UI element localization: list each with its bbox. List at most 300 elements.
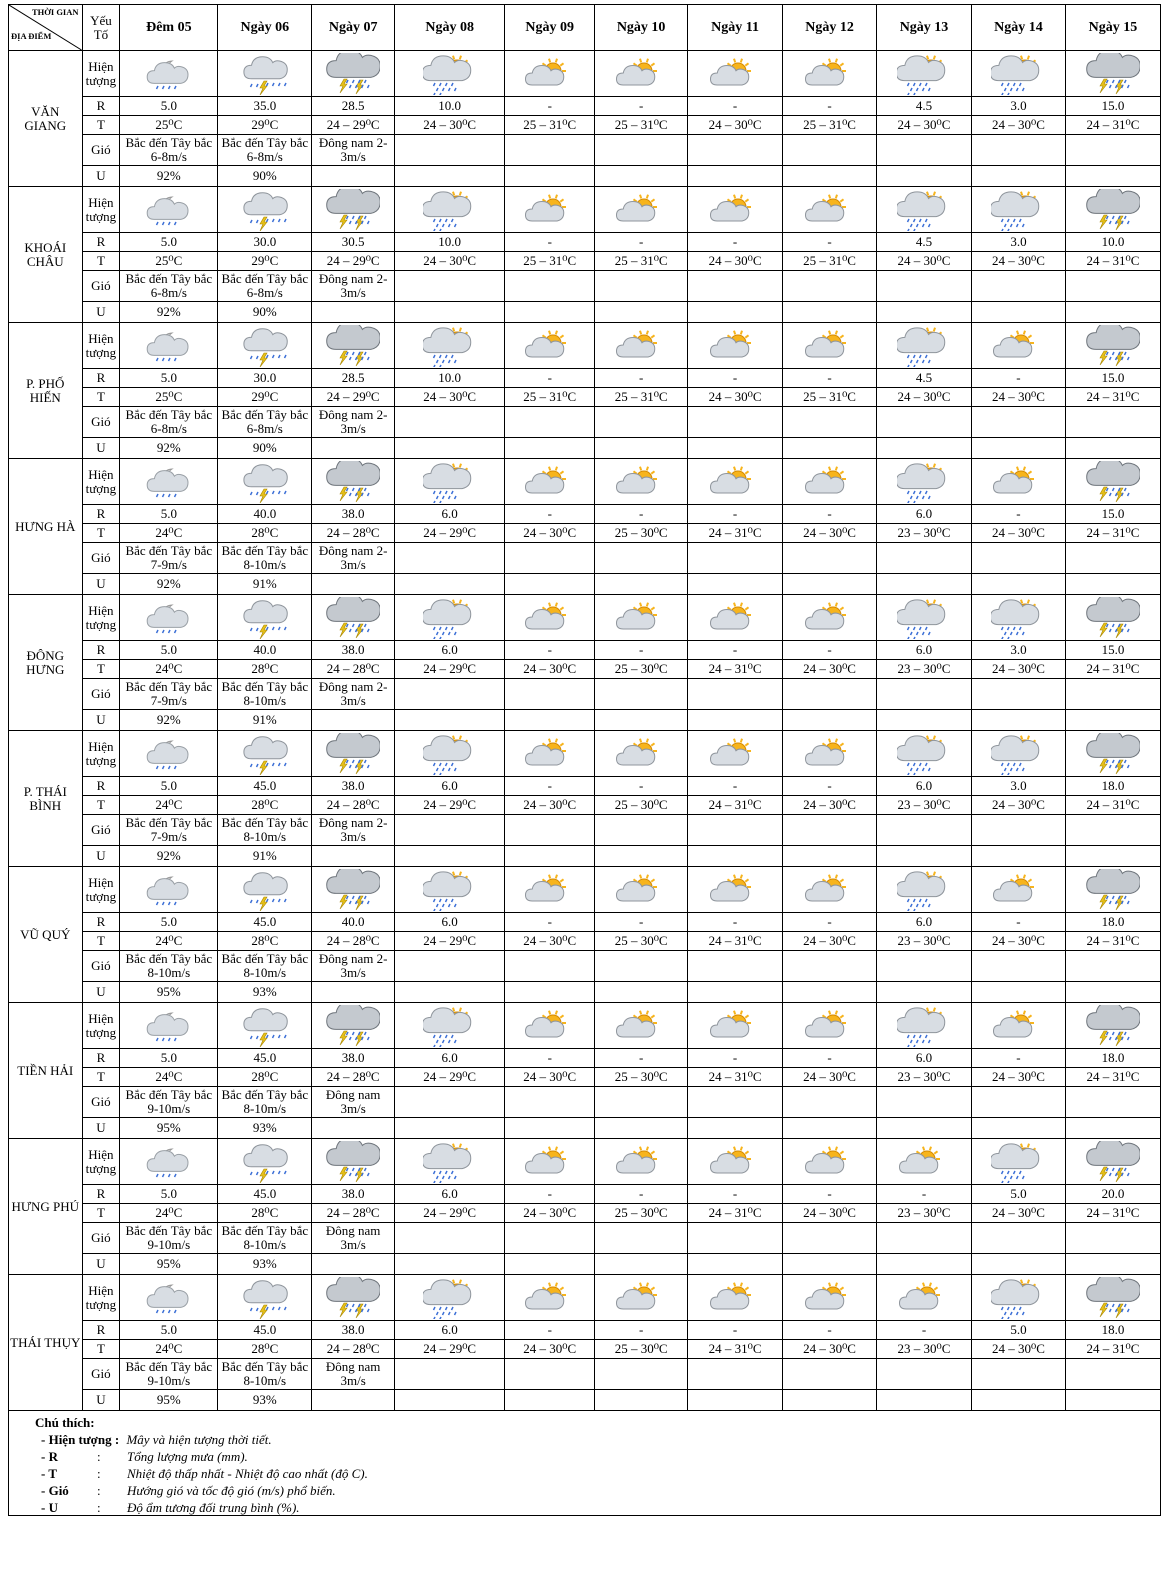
row-label-humidity: U: [82, 710, 120, 731]
weather-icon-cell: [120, 1275, 218, 1321]
humidity-value: 90%: [218, 438, 312, 459]
weather-icon-cell: [877, 51, 972, 97]
temperature-value: 24 – 30⁰C: [505, 796, 595, 815]
weather-icon-cell: [877, 867, 972, 913]
temperature-value: 24 – 31⁰C: [688, 1204, 783, 1223]
sun-cloud-rain-icon: [972, 597, 1065, 639]
weather-icon-cell: [505, 731, 595, 777]
empty-cell: [312, 846, 395, 867]
temperature-value: 25 – 31⁰C: [595, 388, 688, 407]
cloud-moon-icon: [120, 1141, 217, 1183]
temperature-value: 24 – 30⁰C: [783, 796, 877, 815]
empty-cell: [971, 1390, 1065, 1411]
empty-cell: [783, 271, 877, 302]
sun-cloud-rain-icon: [972, 733, 1065, 775]
empty-cell: [971, 982, 1065, 1003]
temperature-value: 24 – 31⁰C: [688, 1068, 783, 1087]
rain-value: -: [688, 1185, 783, 1204]
empty-cell: [877, 302, 972, 323]
temperature-value: 28⁰C: [218, 796, 312, 815]
temperature-value: 24 – 29⁰C: [395, 660, 505, 679]
legend-key: - U: [41, 1500, 58, 1515]
day-header: Ngày 14: [971, 5, 1065, 51]
weather-icon-cell: [595, 1275, 688, 1321]
weather-icon-cell: [1065, 1003, 1160, 1049]
empty-cell: [971, 1254, 1065, 1275]
row-label-temperature: T: [82, 796, 120, 815]
sun-cloud-icon: [595, 1277, 687, 1319]
row-label-rain: R: [82, 777, 120, 796]
legend-title: Chú thích:: [35, 1415, 95, 1430]
temperature-value: 23 – 30⁰C: [877, 1340, 972, 1359]
empty-cell: [595, 1223, 688, 1254]
temperature-row: [9, 388, 1161, 407]
rain-value: -: [505, 1185, 595, 1204]
humidity-value: 95%: [120, 1118, 218, 1139]
legend-key: - Gió: [41, 1483, 69, 1498]
temperature-value: 24 – 30⁰C: [783, 1340, 877, 1359]
phenomenon-row: [9, 595, 1161, 641]
temperature-value: 23 – 30⁰C: [877, 1068, 972, 1087]
rain-value: -: [783, 369, 877, 388]
legend-colon: :: [97, 1449, 101, 1464]
row-label-wind: Gió: [82, 679, 120, 710]
legend-item: [41, 1482, 336, 1499]
empty-cell: [971, 135, 1065, 166]
empty-cell: [505, 574, 595, 595]
temperature-value: 24 – 28⁰C: [312, 660, 395, 679]
weather-icon-cell: [120, 51, 218, 97]
weather-icon-cell: [595, 1003, 688, 1049]
rain-row: [9, 1321, 1161, 1340]
rain-value: 45.0: [218, 1321, 312, 1340]
rain-value: -: [505, 777, 595, 796]
rain-value: 5.0: [120, 1049, 218, 1068]
weather-icon-cell: [783, 1139, 877, 1185]
temperature-value: 25 – 31⁰C: [505, 252, 595, 271]
humidity-row: [9, 438, 1161, 459]
empty-cell: [395, 438, 505, 459]
temperature-value: 24 – 30⁰C: [395, 116, 505, 135]
day-header: Ngày 07: [312, 5, 395, 51]
temperature-value: 24 – 30⁰C: [877, 252, 972, 271]
humidity-value: 90%: [218, 302, 312, 323]
rain-value: -: [971, 913, 1065, 932]
row-label-humidity: U: [82, 1118, 120, 1139]
rain-value: 6.0: [395, 505, 505, 524]
rain-value: 45.0: [218, 777, 312, 796]
temperature-value: 24 – 31⁰C: [1065, 1204, 1160, 1223]
temperature-value: 24 – 30⁰C: [505, 932, 595, 951]
cloud-heavy-thunder-rain-icon: [1066, 733, 1160, 775]
humidity-row: [9, 1390, 1161, 1411]
sun-cloud-icon: [877, 1277, 971, 1319]
row-label-wind: Gió: [82, 1359, 120, 1390]
wind-row: [9, 271, 1161, 302]
row-label-humidity: U: [82, 1390, 120, 1411]
cloud-moon-icon: [120, 597, 217, 639]
legend-text: Mây và hiện tượng thời tiết.: [126, 1432, 272, 1447]
empty-cell: [877, 982, 972, 1003]
weather-icon-cell: [218, 867, 312, 913]
temperature-value: 23 – 30⁰C: [877, 932, 972, 951]
weather-icon-cell: [312, 1139, 395, 1185]
empty-cell: [971, 407, 1065, 438]
wind-value: Đông nam 2-3m/s: [312, 679, 395, 710]
cloud-thunder-light-icon: [218, 597, 311, 639]
sun-cloud-icon: [505, 189, 594, 231]
temperature-value: 24⁰C: [120, 1204, 218, 1223]
temperature-value: 24 – 28⁰C: [312, 1068, 395, 1087]
rain-value: 38.0: [312, 505, 395, 524]
wind-value: Bắc đến Tây bắc 9-10m/s: [120, 1087, 218, 1118]
temperature-value: 25 – 31⁰C: [783, 252, 877, 271]
empty-cell: [395, 710, 505, 731]
empty-cell: [688, 438, 783, 459]
temperature-value: 24 – 30⁰C: [877, 116, 972, 135]
empty-cell: [595, 846, 688, 867]
temperature-value: 25 – 30⁰C: [595, 932, 688, 951]
empty-cell: [783, 846, 877, 867]
day-header: Đêm 05: [120, 5, 218, 51]
temperature-value: 25 – 30⁰C: [595, 1340, 688, 1359]
empty-cell: [688, 815, 783, 846]
legend: [8, 1411, 1161, 1516]
empty-cell: [783, 166, 877, 187]
wind-value: Bắc đến Tây bắc 9-10m/s: [120, 1223, 218, 1254]
sun-cloud-icon: [972, 1005, 1065, 1047]
row-label-wind: Gió: [82, 271, 120, 302]
sun-cloud-icon: [972, 461, 1065, 503]
temperature-value: 24 – 29⁰C: [312, 388, 395, 407]
weather-icon-cell: [877, 187, 972, 233]
sun-cloud-rain-icon: [972, 189, 1065, 231]
humidity-row: [9, 302, 1161, 323]
rain-value: -: [688, 1049, 783, 1068]
temperature-value: 24 – 30⁰C: [688, 252, 783, 271]
rain-value: 3.0: [971, 233, 1065, 252]
sun-cloud-rain-icon: [395, 53, 504, 95]
rain-value: -: [783, 1049, 877, 1068]
cloud-heavy-thunder-rain-icon: [312, 53, 394, 95]
empty-cell: [783, 1359, 877, 1390]
empty-cell: [312, 438, 395, 459]
weather-icon-cell: [312, 731, 395, 777]
rain-value: -: [595, 505, 688, 524]
location-name: P. PHỐ HIẾN: [9, 323, 83, 459]
location-name: HƯNG HÀ: [9, 459, 83, 595]
sun-cloud-icon: [688, 733, 782, 775]
temperature-value: 24 – 30⁰C: [505, 1340, 595, 1359]
empty-cell: [971, 815, 1065, 846]
empty-cell: [312, 302, 395, 323]
rain-value: 5.0: [120, 913, 218, 932]
rain-value: 30.5: [312, 233, 395, 252]
legend-key: - T: [41, 1466, 58, 1481]
temperature-value: 28⁰C: [218, 932, 312, 951]
wind-value: Bắc đến Tây bắc 7-9m/s: [120, 543, 218, 574]
empty-cell: [688, 1390, 783, 1411]
rain-value: 15.0: [1065, 97, 1160, 116]
wind-row: [9, 407, 1161, 438]
forecast-table: [8, 4, 1161, 1411]
temperature-value: 25 – 30⁰C: [595, 1204, 688, 1223]
row-label-temperature: T: [82, 1068, 120, 1087]
temperature-value: 24 – 31⁰C: [688, 660, 783, 679]
empty-cell: [688, 951, 783, 982]
weather-icon-cell: [312, 867, 395, 913]
sun-cloud-icon: [595, 1005, 687, 1047]
empty-cell: [1065, 815, 1160, 846]
empty-cell: [877, 815, 972, 846]
humidity-value: 92%: [120, 302, 218, 323]
row-label-wind: Gió: [82, 135, 120, 166]
empty-cell: [505, 710, 595, 731]
weather-icon-cell: [120, 187, 218, 233]
temperature-row: [9, 1068, 1161, 1087]
empty-cell: [595, 1254, 688, 1275]
wind-value: Bắc đến Tây bắc 7-9m/s: [120, 679, 218, 710]
rain-value: 45.0: [218, 1185, 312, 1204]
row-label-phenomenon: Hiện tượng: [82, 51, 120, 97]
weather-icon-cell: [395, 1139, 505, 1185]
empty-cell: [505, 1254, 595, 1275]
rain-value: 6.0: [395, 1185, 505, 1204]
temperature-value: 24 – 30⁰C: [783, 1068, 877, 1087]
empty-cell: [688, 982, 783, 1003]
legend-colon: :: [97, 1466, 101, 1481]
empty-cell: [688, 574, 783, 595]
row-label-humidity: U: [82, 166, 120, 187]
temperature-value: 25 – 31⁰C: [505, 116, 595, 135]
cloud-heavy-thunder-rain-icon: [1066, 189, 1160, 231]
rain-value: -: [783, 1185, 877, 1204]
rain-value: -: [688, 641, 783, 660]
wind-value: Đông nam 3m/s: [312, 1223, 395, 1254]
empty-cell: [971, 1223, 1065, 1254]
sun-cloud-icon: [595, 325, 687, 367]
empty-cell: [312, 982, 395, 1003]
weather-icon-cell: [688, 187, 783, 233]
temperature-value: 29⁰C: [218, 252, 312, 271]
sun-cloud-icon: [505, 325, 594, 367]
rain-row: [9, 369, 1161, 388]
empty-cell: [505, 1359, 595, 1390]
wind-value: Đông nam 2-3m/s: [312, 815, 395, 846]
rain-value: 6.0: [877, 505, 972, 524]
sun-cloud-rain-icon: [395, 869, 504, 911]
weather-icon-cell: [971, 595, 1065, 641]
rain-value: -: [595, 97, 688, 116]
wind-value: Bắc đến Tây bắc 6-8m/s: [218, 135, 312, 166]
weather-icon-cell: [395, 867, 505, 913]
wind-value: Bắc đến Tây bắc 8-10m/s: [218, 951, 312, 982]
empty-cell: [1065, 543, 1160, 574]
row-label-rain: R: [82, 1321, 120, 1340]
empty-cell: [1065, 302, 1160, 323]
temperature-value: 24 – 30⁰C: [505, 524, 595, 543]
empty-cell: [688, 1359, 783, 1390]
rain-value: 3.0: [971, 641, 1065, 660]
empty-cell: [971, 166, 1065, 187]
weather-icon-cell: [783, 731, 877, 777]
rain-value: -: [877, 1321, 972, 1340]
location-name: THÁI THỤY: [9, 1275, 83, 1411]
empty-cell: [395, 846, 505, 867]
empty-cell: [595, 543, 688, 574]
wind-row: [9, 815, 1161, 846]
legend-colon: :: [97, 1500, 101, 1515]
rain-value: 6.0: [877, 1049, 972, 1068]
temperature-value: 28⁰C: [218, 524, 312, 543]
rain-row: [9, 1049, 1161, 1068]
temperature-value: 24⁰C: [120, 796, 218, 815]
temperature-row: [9, 796, 1161, 815]
rain-value: 38.0: [312, 777, 395, 796]
humidity-value: 91%: [218, 846, 312, 867]
wind-value: Bắc đến Tây bắc 8-10m/s: [218, 543, 312, 574]
empty-cell: [1065, 574, 1160, 595]
empty-cell: [877, 1087, 972, 1118]
sun-cloud-rain-icon: [877, 461, 971, 503]
temperature-value: 23 – 30⁰C: [877, 796, 972, 815]
weather-icon-cell: [783, 1275, 877, 1321]
sun-cloud-icon: [505, 1141, 594, 1183]
row-label-temperature: T: [82, 1204, 120, 1223]
empty-cell: [505, 271, 595, 302]
empty-cell: [971, 679, 1065, 710]
rain-value: 6.0: [395, 913, 505, 932]
wind-row: [9, 679, 1161, 710]
rain-value: 20.0: [1065, 1185, 1160, 1204]
temperature-value: 24 – 30⁰C: [783, 1204, 877, 1223]
empty-cell: [688, 543, 783, 574]
phenomenon-row: [9, 459, 1161, 505]
temperature-value: 24 – 30⁰C: [971, 1068, 1065, 1087]
rain-value: 5.0: [971, 1185, 1065, 1204]
temperature-value: 29⁰C: [218, 388, 312, 407]
sun-cloud-icon: [688, 597, 782, 639]
empty-cell: [877, 271, 972, 302]
empty-cell: [971, 271, 1065, 302]
empty-cell: [595, 710, 688, 731]
sun-cloud-icon: [688, 189, 782, 231]
temperature-value: 24 – 31⁰C: [1065, 524, 1160, 543]
cloud-thunder-light-icon: [218, 733, 311, 775]
temperature-value: 25⁰C: [120, 388, 218, 407]
rain-value: -: [595, 1185, 688, 1204]
sun-cloud-rain-icon: [877, 733, 971, 775]
temperature-value: 24 – 29⁰C: [312, 116, 395, 135]
temperature-value: 24 – 31⁰C: [1065, 252, 1160, 271]
weather-icon-cell: [120, 867, 218, 913]
temperature-value: 24 – 28⁰C: [312, 1204, 395, 1223]
sun-cloud-icon: [688, 1005, 782, 1047]
cloud-moon-icon: [120, 53, 217, 95]
rain-value: -: [971, 1049, 1065, 1068]
empty-cell: [395, 271, 505, 302]
weather-icon-cell: [1065, 867, 1160, 913]
rain-value: 5.0: [120, 1185, 218, 1204]
row-label-wind: Gió: [82, 815, 120, 846]
wind-row: [9, 543, 1161, 574]
empty-cell: [595, 271, 688, 302]
temperature-value: 24 – 30⁰C: [971, 660, 1065, 679]
empty-cell: [1065, 1223, 1160, 1254]
empty-cell: [1065, 1359, 1160, 1390]
rain-value: -: [877, 1185, 972, 1204]
empty-cell: [783, 574, 877, 595]
corner-time-label: THỜI GIAN: [32, 7, 79, 17]
row-label-temperature: T: [82, 932, 120, 951]
empty-cell: [688, 166, 783, 187]
humidity-value: 92%: [120, 574, 218, 595]
weather-icon-cell: [595, 51, 688, 97]
rain-value: 35.0: [218, 97, 312, 116]
rain-value: 38.0: [312, 641, 395, 660]
row-label-humidity: U: [82, 302, 120, 323]
weather-icon-cell: [595, 595, 688, 641]
weather-icon-cell: [395, 1275, 505, 1321]
rain-value: -: [505, 1049, 595, 1068]
factor-header: Yếu Tố: [82, 5, 120, 51]
sun-cloud-icon: [505, 53, 594, 95]
cloud-thunder-light-icon: [218, 189, 311, 231]
empty-cell: [595, 135, 688, 166]
empty-cell: [877, 1254, 972, 1275]
weather-icon-cell: [218, 323, 312, 369]
weather-icon-cell: [505, 1003, 595, 1049]
weather-icon-cell: [971, 731, 1065, 777]
empty-cell: [312, 1390, 395, 1411]
weather-icon-cell: [505, 1139, 595, 1185]
weather-icon-cell: [218, 1275, 312, 1321]
temperature-value: 28⁰C: [218, 660, 312, 679]
temperature-value: 24 – 31⁰C: [688, 932, 783, 951]
wind-value: Bắc đến Tây bắc 6-8m/s: [120, 271, 218, 302]
weather-icon-cell: [395, 1003, 505, 1049]
sun-cloud-icon: [783, 461, 876, 503]
cloud-heavy-thunder-rain-icon: [1066, 869, 1160, 911]
sun-cloud-icon: [688, 325, 782, 367]
empty-cell: [877, 135, 972, 166]
empty-cell: [1065, 1118, 1160, 1139]
weather-icon-cell: [971, 1003, 1065, 1049]
rain-row: [9, 777, 1161, 796]
empty-cell: [1065, 407, 1160, 438]
rain-value: 6.0: [877, 641, 972, 660]
day-header: Ngày 08: [395, 5, 505, 51]
wind-value: Bắc đến Tây bắc 8-10m/s: [218, 1359, 312, 1390]
rain-value: 6.0: [395, 1049, 505, 1068]
temperature-value: 24 – 31⁰C: [1065, 388, 1160, 407]
weather-icon-cell: [971, 1139, 1065, 1185]
sun-cloud-icon: [783, 733, 876, 775]
humidity-row: [9, 574, 1161, 595]
empty-cell: [688, 710, 783, 731]
temperature-value: 24 – 30⁰C: [971, 116, 1065, 135]
temperature-value: 24 – 29⁰C: [395, 1068, 505, 1087]
empty-cell: [505, 166, 595, 187]
empty-cell: [505, 1087, 595, 1118]
empty-cell: [971, 846, 1065, 867]
rain-value: 18.0: [1065, 1321, 1160, 1340]
weather-icon-cell: [120, 731, 218, 777]
temperature-row: [9, 660, 1161, 679]
temperature-row: [9, 932, 1161, 951]
row-label-rain: R: [82, 505, 120, 524]
sun-cloud-rain-icon: [395, 189, 504, 231]
